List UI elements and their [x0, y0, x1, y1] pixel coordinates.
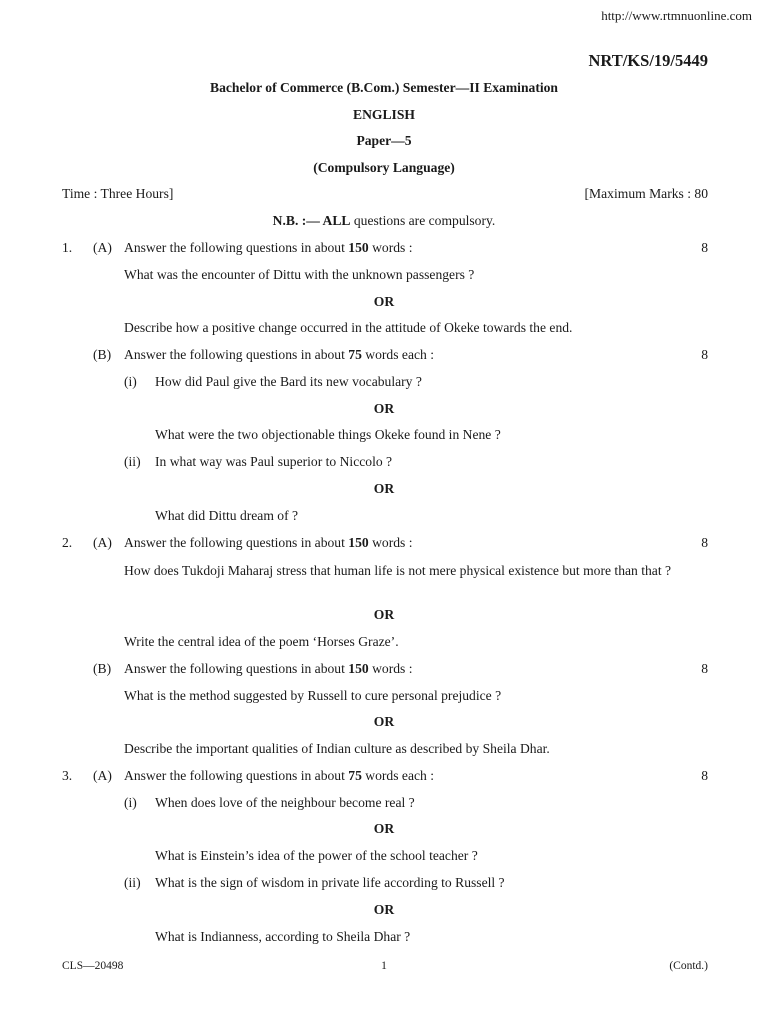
question-text: What is the method suggested by Russell to cure personal prejudice ?: [124, 688, 502, 703]
question-text: What did Dittu dream of ?: [155, 508, 299, 523]
instruction: Answer the following questions in about 75 words each :: [124, 768, 434, 783]
part-label: (A): [93, 768, 112, 783]
subpart-label: (i): [124, 795, 137, 810]
instruction: Answer the following questions in about 75 words each :: [124, 347, 434, 362]
marks: 8: [701, 240, 708, 255]
continued-label: (Contd.): [669, 960, 708, 972]
question-number: 1.: [62, 240, 73, 255]
or-separator: OR: [373, 294, 395, 309]
subpart-label: (ii): [124, 875, 141, 890]
subpart-label: (ii): [124, 454, 141, 469]
question-text: What is Indianness, according to Sheila Dhar ?: [155, 929, 411, 944]
part-label: (A): [93, 240, 112, 255]
question-text: In what way was Paul superior to Niccolo ?: [155, 454, 393, 469]
question-text: What is Einstein’s idea of the power of the school teacher ?: [155, 848, 478, 863]
subject-title: ENGLISH: [353, 107, 415, 122]
paper-type: (Compulsory Language): [313, 160, 455, 175]
source-url: http://www.rtmnuonline.com: [601, 8, 752, 23]
question-text: What is the sign of wisdom in private life according to Russell ?: [155, 875, 505, 890]
exam-title: Bachelor of Commerce (B.Com.) Semester—II Examination: [210, 80, 558, 95]
marks: 8: [701, 768, 708, 783]
nb-text: questions are compulsory.: [353, 213, 496, 228]
question-number: 2.: [62, 535, 73, 550]
or-separator: OR: [373, 714, 395, 729]
question-text: What was the encounter of Dittu with the unknown passengers ?: [124, 267, 475, 282]
marks: 8: [701, 347, 708, 362]
subpart-label: (i): [124, 374, 137, 389]
maximum-marks: [Maximum Marks : 80: [584, 186, 708, 201]
or-separator: OR: [373, 607, 395, 622]
time-allowed: Time : Three Hours]: [62, 186, 174, 201]
marks: 8: [701, 661, 708, 676]
part-label: (B): [93, 347, 112, 362]
paper-code: NRT/KS/19/5449: [588, 51, 708, 70]
question-number: 3.: [62, 768, 73, 783]
question-text: When does love of the neighbour become real ?: [155, 795, 415, 810]
or-separator: OR: [373, 401, 395, 416]
or-separator: OR: [373, 821, 395, 836]
or-separator: OR: [373, 481, 395, 496]
marks: 8: [701, 535, 708, 550]
question-text: Write the central idea of the poem ‘Horses Graze’.: [124, 634, 399, 649]
nb-label: N.B. :— ALL: [272, 213, 351, 228]
instruction: Answer the following questions in about 150 words :: [124, 240, 413, 255]
part-label: (B): [93, 661, 112, 676]
instruction: Answer the following questions in about 150 words :: [124, 535, 413, 550]
question-text: What were the two objectionable things Okeke found in Nene ?: [155, 427, 501, 442]
page-number: 1: [381, 960, 387, 972]
paper-number: Paper—5: [356, 133, 412, 148]
or-separator: OR: [373, 902, 395, 917]
nb-instruction: [0, 213, 768, 229]
question-text: How does Tukdoji Maharaj stress that human life is not mere physical existence but more than that ?: [124, 563, 672, 578]
instruction: Answer the following questions in about 150 words :: [124, 661, 413, 676]
question-text: Describe how a positive change occurred in the attitude of Okeke towards the end.: [124, 320, 573, 335]
question-text: Describe the important qualities of Indian culture as described by Sheila Dhar.: [124, 741, 550, 756]
footer-code: CLS—20498: [62, 960, 124, 972]
question-text: How did Paul give the Bard its new vocabulary ?: [155, 374, 422, 389]
part-label: (A): [93, 535, 112, 550]
